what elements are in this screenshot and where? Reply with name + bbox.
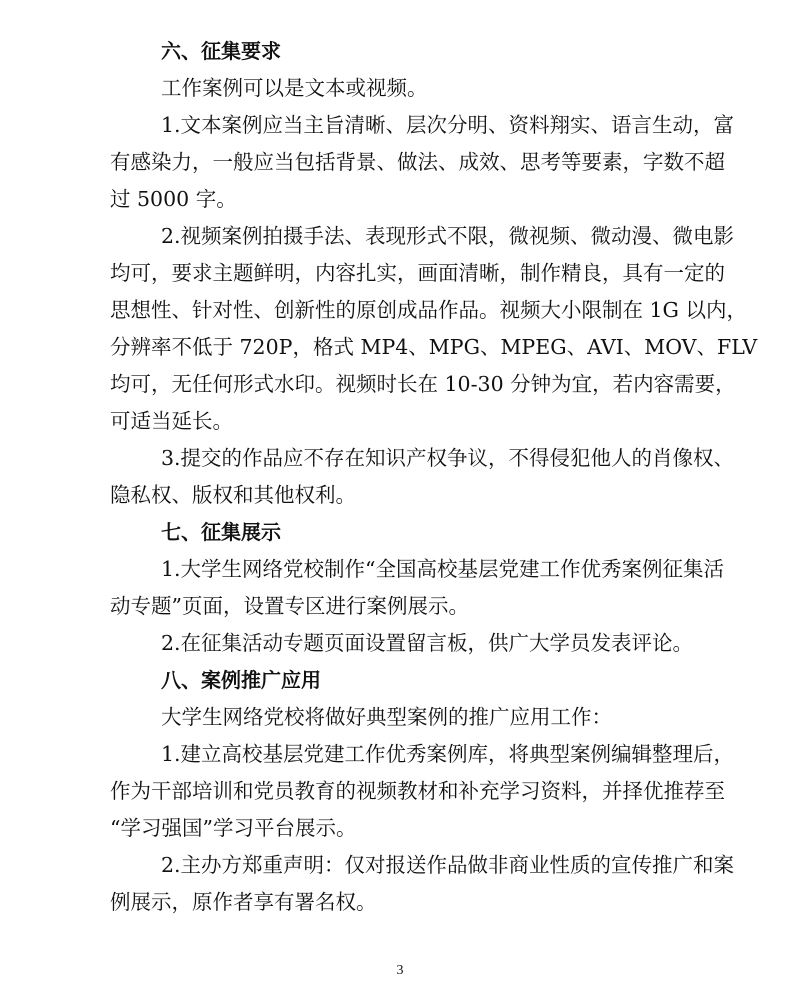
section6-item2-line6: 可适当延长。	[110, 409, 233, 433]
section7-heading: 七、征集展示	[161, 520, 281, 544]
section7	[110, 514, 725, 662]
section7-item2-line1: 2.在征集活动专题页面设置留言板，供广大学员发表评论。	[161, 631, 694, 655]
section6	[110, 33, 758, 514]
section8-item2-line1: 2.主办方郑重声明：仅对报送作品做非商业性质的宣传推广和案	[161, 853, 735, 877]
section6-item3-line1: 3.提交的作品应不存在知识产权争议，不得侵犯他人的肖像权、	[161, 446, 735, 470]
section8-heading: 八、案例推广应用	[161, 668, 321, 692]
section6-item2-line5: 均可，无任何形式水印。视频时长在 10-30 分钟为宜，若内容需要，	[110, 372, 736, 396]
section6-item2-line1: 2.视频案例拍摄手法、表现形式不限，微视频、微动漫、微电影	[161, 224, 735, 248]
page-number: 3	[396, 963, 404, 978]
section7-item1-line2: 动专题”页面，设置专区进行案例展示。	[110, 594, 469, 618]
section6-item2-line4: 分辨率不低于 720P，格式 MP4、MPG、MPEG、AVI、MOV、FLV	[110, 335, 758, 359]
section8-intro: 大学生网络党校将做好典型案例的推广应用工作：	[161, 705, 612, 729]
section6-intro: 工作案例可以是文本或视频。	[161, 76, 428, 100]
section6-item2-line2: 均可，要求主题鲜明，内容扎实，画面清晰，制作精良，具有一定的	[110, 261, 725, 285]
section8-item1-line3: “学习强国”学习平台展示。	[110, 816, 357, 840]
section6-item2-line3: 思想性、针对性、创新性的原创成品作品。视频大小限制在 1G 以内，	[110, 298, 747, 322]
section6-heading: 六、征集要求	[161, 39, 281, 63]
section8-item1-line1: 1.建立高校基层党建工作优秀案例库，将典型案例编辑整理后，	[161, 742, 735, 766]
section7-item1-line1: 1.大学生网络党校制作“全国高校基层党建工作优秀案例征集活	[161, 557, 725, 581]
section6-item1-line2: 有感染力，一般应当包括背景、做法、成效、思考等要素，字数不超	[110, 150, 725, 174]
section8-item2-line2: 例展示，原作者享有署名权。	[110, 890, 377, 914]
section6-item3-line2: 隐私权、版权和其他权利。	[110, 483, 356, 507]
section8	[110, 662, 735, 921]
section8-item1-line2: 作为干部培训和党员教育的视频教材和补充学习资料，并择优推荐至	[110, 779, 725, 803]
section6-item1-line1: 1.文本案例应当主旨清晰、层次分明、资料翔实、语言生动，富	[161, 113, 735, 137]
section6-item1-line3: 过 5000 字。	[110, 187, 237, 211]
